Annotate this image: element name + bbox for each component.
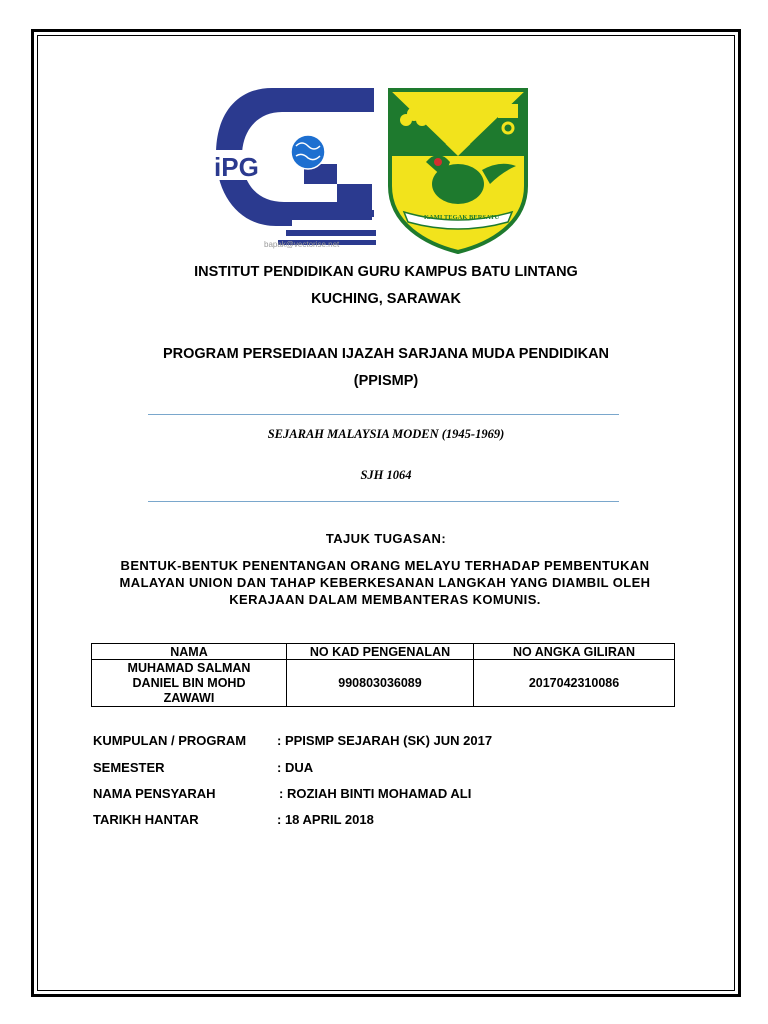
program-name: PROGRAM PERSEDIAAN IJAZAH SARJANA MUDA PENDIDIKAN xyxy=(162,346,610,362)
detail-label: TARIKH HANTAR xyxy=(93,812,199,827)
logo-watermark: bapak@vectorise.net xyxy=(264,240,340,249)
crest-motto: KAMI TEGAK BERSATU xyxy=(424,214,500,221)
assignment-title-line: MALAYAN UNION DAN TAHAP KEBERKESANAN LANGKAH YANG DIAMBIL OLEH xyxy=(119,575,651,590)
divider-bottom xyxy=(148,501,619,502)
detail-value: : PPISMP SEJARAH (SK) JUN 2017 xyxy=(277,733,493,748)
ipg-logo-text: iPG xyxy=(214,152,259,182)
ipg-logo-graphic xyxy=(212,84,376,256)
ipg-logo xyxy=(212,84,376,256)
school-crest-logo xyxy=(386,86,530,254)
table-header-cell: NAMA xyxy=(92,644,287,660)
assignment-heading: TAJUK TUGASAN: xyxy=(325,531,447,546)
divider-top xyxy=(148,414,619,415)
index-number-cell: 2017042310086 xyxy=(474,660,675,707)
table-row xyxy=(92,660,675,707)
ic-number-cell: 990803036089 xyxy=(287,660,474,707)
detail-label: NAMA PENSYARAH xyxy=(93,786,216,801)
student-name-line: ZAWAWI xyxy=(163,690,215,705)
detail-label: SEMESTER xyxy=(93,760,165,775)
student-info-table xyxy=(91,643,675,707)
detail-value: : ROZIAH BINTI MOHAMAD ALI xyxy=(279,786,472,801)
institute-location: KUCHING, SARAWAK xyxy=(311,291,461,307)
table-header-cell: NO ANGKA GILIRAN xyxy=(474,644,675,660)
assignment-title-line: BENTUK-BENTUK PENENTANGAN ORANG MELAYU TERHADAP PEMBENTUKAN xyxy=(120,558,650,573)
detail-value: : 18 APRIL 2018 xyxy=(277,812,374,827)
program-abbreviation: (PPISMP) xyxy=(353,373,419,389)
course-code: SJH 1064 xyxy=(360,468,412,482)
assignment-title xyxy=(90,557,680,608)
detail-label: KUMPULAN / PROGRAM xyxy=(93,733,247,748)
student-name-line: MUHAMAD SALMAN xyxy=(127,660,251,675)
course-name: SEJARAH MALAYSIA MODEN (1945-1969) xyxy=(267,427,505,441)
school-crest-graphic xyxy=(386,86,530,254)
detail-value: : DUA xyxy=(277,760,314,775)
assignment-title-line: KERAJAAN DALAM MEMBANTERAS KOMUNIS. xyxy=(229,592,541,607)
student-name-cell xyxy=(92,660,287,707)
student-name-line: DANIEL BIN MOHD xyxy=(132,675,246,690)
institute-name: INSTITUT PENDIDIKAN GURU KAMPUS BATU LINTANG xyxy=(194,264,578,280)
table-header-row xyxy=(92,644,675,660)
table-header-cell: NO KAD PENGENALAN xyxy=(287,644,474,660)
